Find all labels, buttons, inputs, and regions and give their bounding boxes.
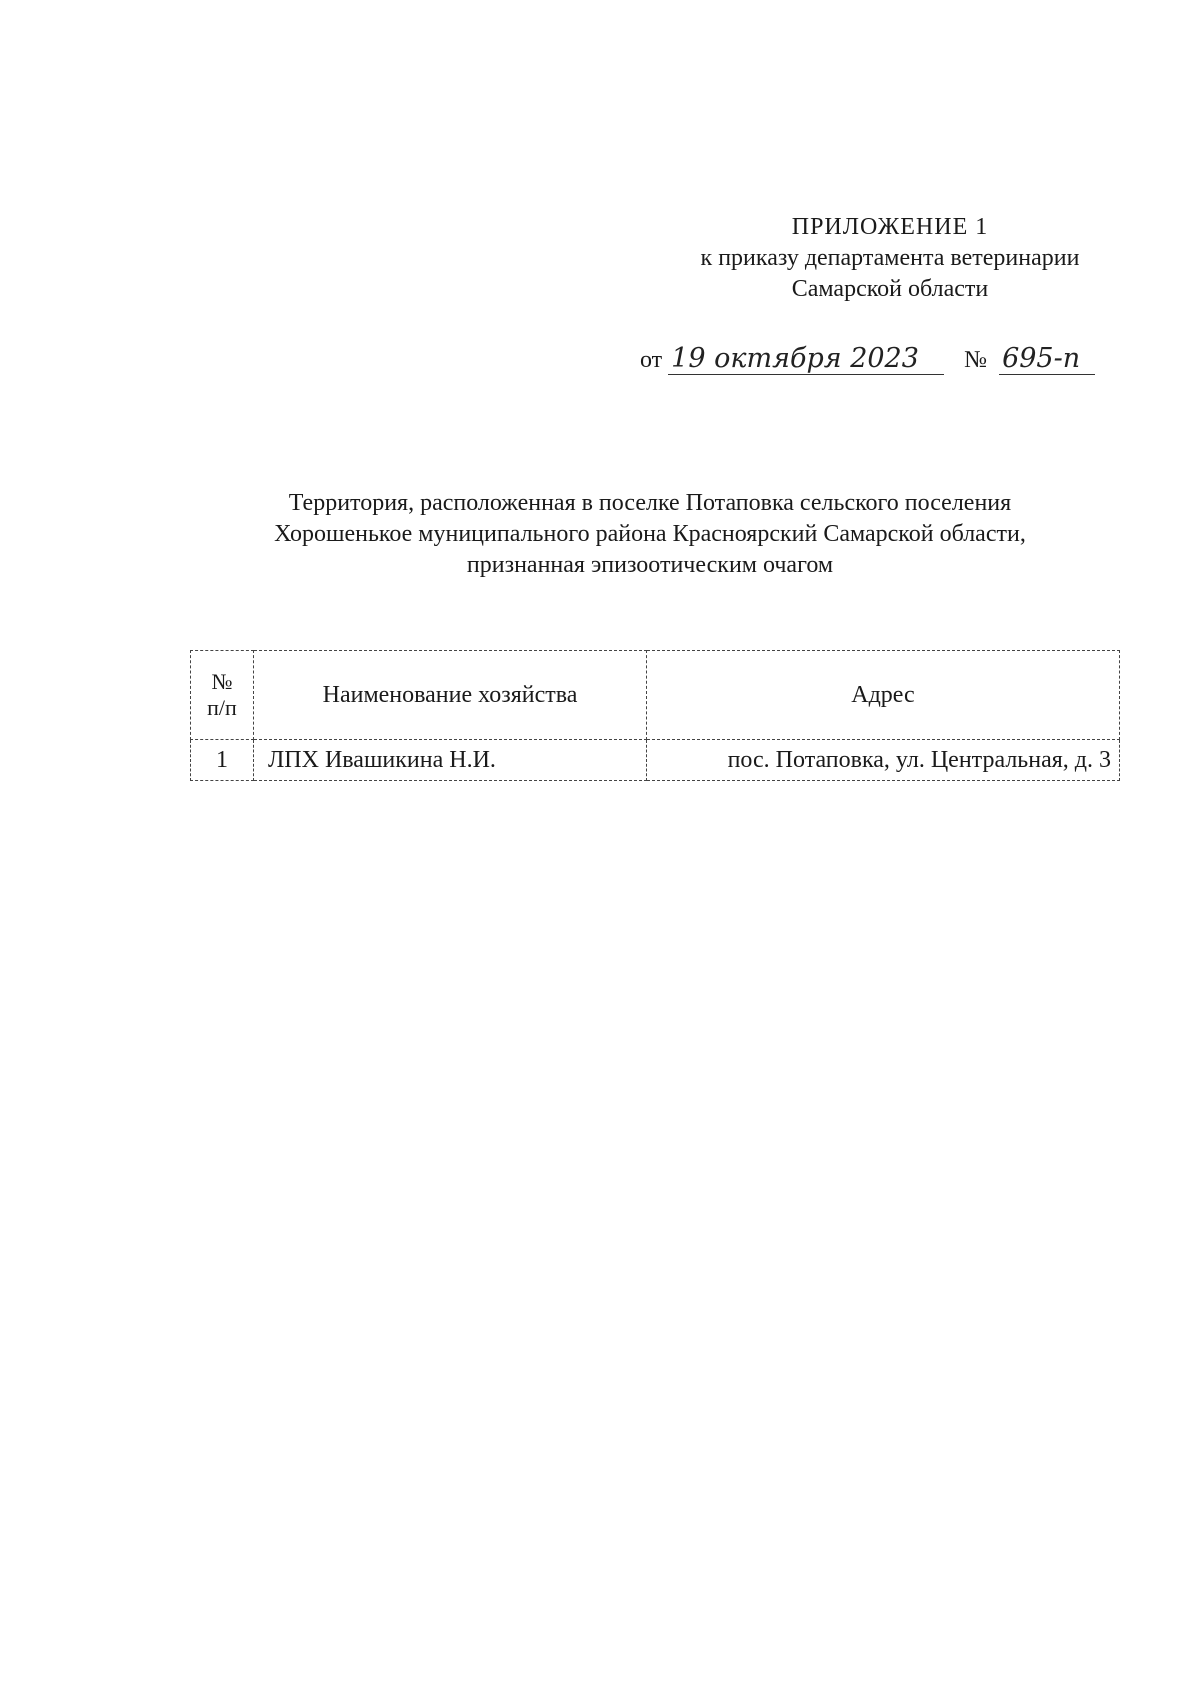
cell-farm-name: ЛПХ Ивашикина Н.И. <box>254 740 647 781</box>
order-number-sign: № <box>964 347 988 373</box>
table-row <box>191 740 1120 781</box>
order-prefix: от <box>640 347 663 373</box>
heading-line-3: признанная эпизоотическим очагом <box>466 552 834 578</box>
order-date-handwritten: 19 октября 2023 <box>668 344 944 375</box>
appendix-title: ПРИЛОЖЕНИЕ 1 <box>791 214 989 240</box>
header-number <box>191 651 254 740</box>
header-farm-name: Наименование хозяйства <box>254 651 647 740</box>
heading-line-1: Территория, расположенная в поселке Потаповка сельского поселения <box>288 490 1012 516</box>
appendix-line-2: Самарской области <box>791 276 989 302</box>
header-number-line-2: п/п <box>207 695 237 720</box>
farms-table <box>190 650 1120 781</box>
cell-number: 1 <box>191 740 254 781</box>
document-heading <box>200 488 1100 581</box>
header-address: Адрес <box>647 651 1120 740</box>
appendix-line-1: к приказу департамента ветеринарии <box>700 245 1080 271</box>
heading-line-2: Хорошенькое муниципального района Красноярский Самарской области, <box>274 521 1026 547</box>
appendix-block <box>660 212 1120 305</box>
table-header-row <box>191 651 1120 740</box>
order-number-handwritten: 695-п <box>999 344 1095 375</box>
cell-address: пос. Потаповка, ул. Центральная, д. 3 <box>647 740 1120 781</box>
header-number-line-1: № <box>211 669 233 694</box>
order-reference <box>640 344 1140 375</box>
